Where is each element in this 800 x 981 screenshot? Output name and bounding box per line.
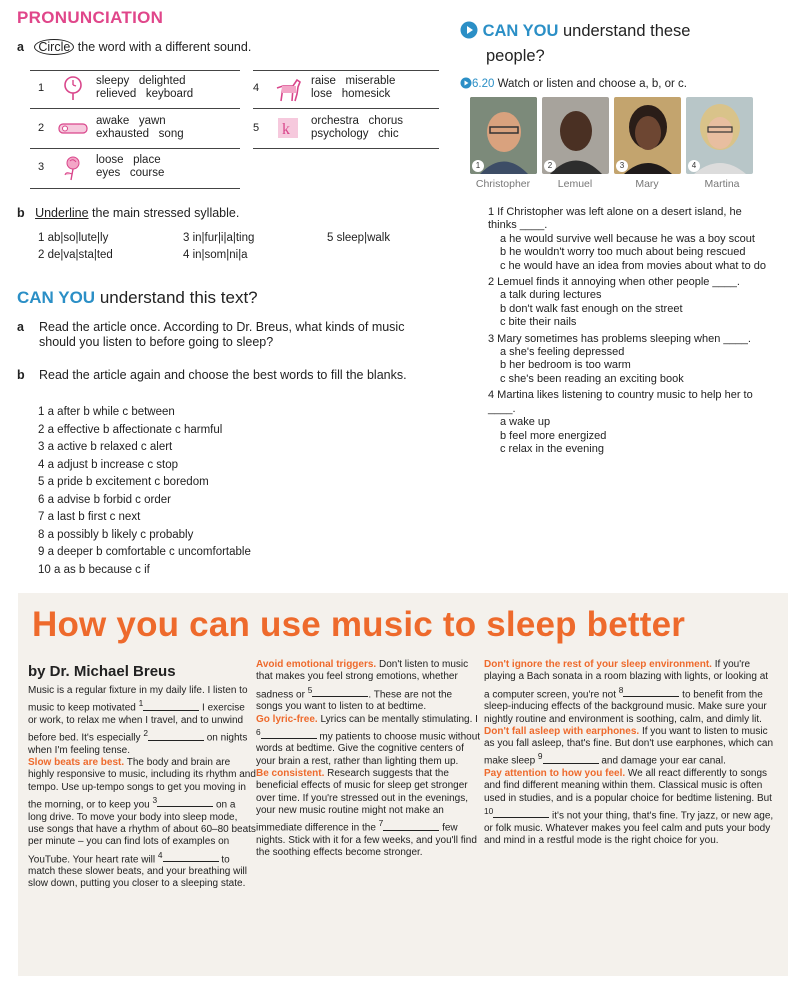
- question-2-b: b don't walk fast enough on the street: [500, 302, 683, 315]
- option-9: 9 a deeper b comfortable c uncomfortable: [38, 546, 251, 558]
- blank-6: [261, 730, 317, 739]
- question-2-stem: 2 Lemuel finds it annoying when other people ____.: [488, 276, 740, 289]
- option-4: 4 a adjust b increase c stop: [38, 458, 178, 471]
- option-2: 2 a effective b affectionate c harmful: [38, 423, 223, 436]
- name-mary: Mary: [635, 178, 659, 190]
- question-1-b: b he wouldn't worry too much about being rescued: [500, 246, 746, 259]
- options-list: [38, 404, 338, 579]
- pron-row-4: 4 raise miserable lose homesick: [253, 75, 396, 100]
- article-col-3: Don't ignore the rest of your sleep environment. If you're playing a Bach sonata in a room blazing with lights, or looking at a computer screen, you're not $^8$ to benefit from the sleep-inducing effects of the background music. Make sure your nightly routine and environment is soothing, calm, and dimly lit. Don't fall asleep with earphones. If you want to listen to music as you fall asleep, that's fine. But don't use earphones, which can make sleep $^9$ and damage your ear canal. Pay attention to how you feel. We all react differently to songs and find different meaning within them. Classical music is often used in studies, and is a popular choice for bedtime listening. But $^{10}$ it's not your thing, that's fine. Try jazz, or new age, or folk music. Whatever makes you feel calm and puts your body and mind in a restful mode is the right choice for you.: [484, 659, 774, 846]
- blank-5: [312, 688, 368, 697]
- question-2-a: a talk during lectures: [500, 289, 602, 302]
- svg-text:k: k: [282, 121, 290, 138]
- question-1-c: c he would have an idea from movies about what to do: [500, 259, 766, 272]
- blank-1: [143, 702, 199, 711]
- can-you-people-title: CAN YOU understand these people?: [460, 20, 780, 67]
- clock-icon: [56, 74, 90, 102]
- stress-word-2: 2 de|va|sta|ted: [38, 249, 113, 261]
- people-questions: [488, 206, 768, 456]
- question-1-a: a he would survive well because he was a boy scout: [500, 232, 755, 245]
- name-lemuel: Lemuel: [557, 178, 593, 190]
- option-10: 10 a as b because c if: [38, 563, 150, 576]
- stress-word-5: 5 sleep|walk: [327, 232, 391, 244]
- question-3-a: a she's feeling depressed: [500, 346, 625, 359]
- blank-7: [383, 822, 439, 831]
- blank-10: [493, 809, 549, 818]
- article-col-2: Avoid emotional triggers. Don't listen to music that makes you feel strong emotions, whether sadness or $^5$ . These are not the songs you want to listen to at bedtime. Go lyric-free. Lyrics can be mentally stimulating. I $^6$ my patients to choose music without words at bedtime. Give the cognitive centers of your brain a rest, rather than lighting them up. Be consistent. Research suggests that the beneficial effects of music for sleep get stronger over time. If you're stressed out in the evenings, your new music routine might not make an immediate difference in the $^7$ few nights. Stick with it for a few weeks, and you'll find the soothing effects become stronger.: [256, 659, 481, 859]
- article-col-1: Music is a regular fixture in my daily life. I listen to music to keep motivated $^1$ I exercise or work, to relax me when I travel, and to unwind before bed. It's especially $^2$ on nights when I'm feeling tense. Slow beats are best. The body and brain are highly responsive to music, including its rhythm and tempo. Use up-tempo songs to get you moving in the morning, or to keep you $^3$ on a long drive. To move your body into sleep mode, use songs that have a rhythm of about 60–80 beats per minute – you can find lots of examples on YouTube. Your heart rate will $^4$ to match these slower beats, and your breathing will slow down, putting you closer to a sleeping state.: [28, 685, 256, 890]
- horse-icon: [271, 74, 305, 102]
- text-instruction-a: a Read the article once. According to Dr. Breus, what kinds of music should you listen to before going to sleep?: [17, 320, 405, 349]
- option-5: 5 a pride b excitement c boredom: [38, 476, 209, 488]
- question-2-c: c bite their nails: [500, 316, 577, 329]
- rose-icon: [56, 153, 90, 181]
- audio-icon: [460, 77, 472, 93]
- question-3-stem: 3 Mary sometimes has problems sleeping when ____.: [488, 332, 751, 345]
- article-title: How you can use music to sleep better: [32, 605, 686, 644]
- people-instruction: 6.20 Watch or listen and choose a, b, or c.: [460, 77, 687, 93]
- question-3-b: b her bedroom is too warm: [500, 359, 631, 372]
- pron-instruction-a: a Circle the word with a different sound.: [17, 40, 252, 54]
- question-1-stem: 1 If Christopher was left alone on a desert island, he thinks ____.: [488, 206, 742, 232]
- name-martina: Martina: [704, 178, 740, 190]
- key-icon: [271, 114, 305, 142]
- photo-martina: 4: [686, 97, 753, 174]
- blank-2: [148, 732, 204, 741]
- blank-4: [163, 853, 219, 862]
- pron-instruction-b: b Underline the main stressed syllable.: [17, 206, 240, 220]
- option-6: 6 a advise b forbid c order: [38, 493, 171, 506]
- option-1: 1 a after b while c between: [38, 406, 175, 418]
- photo-christopher: 1: [470, 97, 537, 174]
- pronunciation-title: PRONUNCIATION: [17, 8, 164, 27]
- blank-3: [157, 798, 213, 807]
- question-4-c: c relax in the evening: [500, 442, 604, 455]
- option-8: 8 a possibly b likely c probably: [38, 528, 194, 541]
- question-4-a: a wake up: [500, 416, 551, 429]
- option-7: 7 a last b first c next: [38, 511, 141, 523]
- stress-word-4: 4 in|som|ni|a: [183, 249, 248, 261]
- name-christopher: Christopher: [475, 178, 531, 190]
- tape-icon: [56, 114, 90, 142]
- article-byline: by Dr. Michael Breus: [28, 663, 176, 680]
- photo-lemuel: 2: [542, 97, 609, 174]
- option-3: 3 a active b relaxed c alert: [38, 441, 173, 453]
- question-4-b: b feel more energized: [500, 429, 607, 442]
- photo-mary: 3: [614, 97, 681, 174]
- question-4-stem: 4 Martina likes listening to country music to help her to ____.: [488, 389, 753, 415]
- pron-row-1: 1 sleepy delighted relieved keyboard: [38, 75, 194, 100]
- blank-9: [543, 755, 599, 764]
- circle-word: Circle: [34, 39, 74, 55]
- text-instruction-b: b Read the article again and choose the best words to fill the blanks.: [17, 368, 407, 382]
- question-3-c: c she's been reading an exciting book: [500, 372, 684, 385]
- stress-word-3: 3 in|fur|i|a|ting: [183, 232, 255, 244]
- blank-8: [623, 688, 679, 697]
- pron-row-5: 5 k orchestra chorus psychology chic: [253, 115, 404, 140]
- pron-row-2: 2 awake yawn exhausted song: [38, 115, 184, 140]
- article-box: [18, 593, 788, 976]
- can-you-text-title: CAN YOU understand this text?: [17, 288, 258, 307]
- stress-word-1: 1 ab|so|lute|ly: [38, 232, 109, 244]
- play-icon: [460, 21, 478, 45]
- pron-row-3: 3 loose place eyes course: [38, 154, 165, 179]
